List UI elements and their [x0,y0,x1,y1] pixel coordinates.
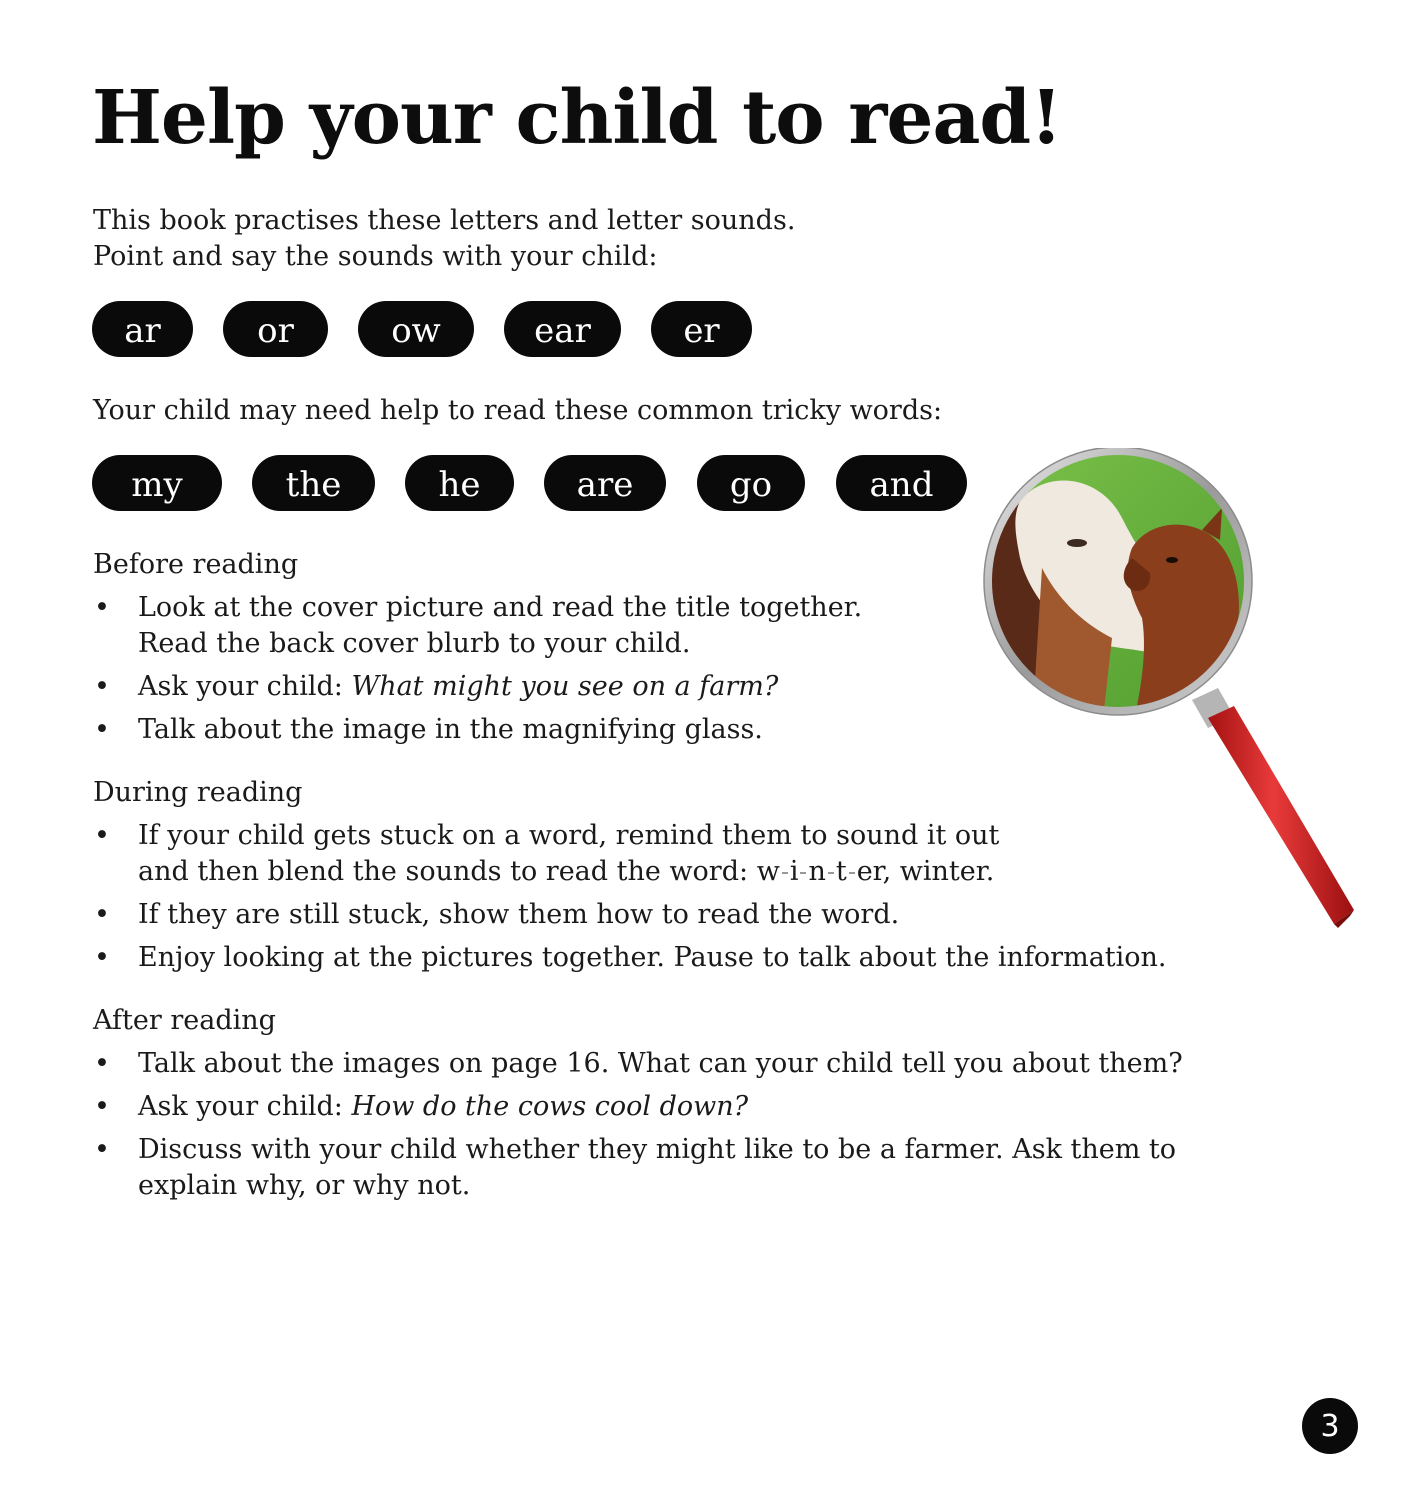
blend-dash-icon [828,872,834,874]
bullet-icon: • [94,820,110,851]
blend-w: w [756,856,780,887]
tricky-word-pill: he [405,455,514,511]
blend-t: t [835,856,847,887]
page-title: Help your child to read! [92,75,1062,161]
bullet-icon: • [94,1134,110,1165]
tricky-words-intro: Your child may need help to read these common tricky words: [93,395,943,426]
blend-i: i [789,856,799,887]
bullet-icon: • [94,671,110,702]
list-item: • Talk about the image in the magnifying glass. [93,712,973,748]
list-item: • If your child gets stuck on a word, remind them to sound it out and then blend the sounds to read the word: w i n t er, winter. [94,820,1000,887]
during-reading-heading: During reading [93,777,303,808]
blend-n: n [808,856,826,887]
letter-sounds-row [92,301,792,357]
list-item: • Ask your child: How do the cows cool down? [93,1089,1323,1125]
intro-line-2: Point and say the sounds with your child: [93,241,658,272]
blend-er: er [856,856,883,887]
bullet-icon: • [94,942,110,973]
sound-pill: ar [92,301,193,357]
list-item: • Look at the cover picture and read the title together. Read the back cover blurb to your child. [94,592,863,659]
tricky-word-pill: my [92,455,222,511]
intro-line-1: This book practises these letters and letter sounds. [93,205,796,236]
tricky-word-pill: are [544,455,666,511]
bullet-icon: • [94,1048,110,1079]
tricky-word-pill: the [252,455,375,511]
list-item: • Talk about the images on page 16. What can your child tell you about them? [93,1046,1323,1082]
list-item: • If they are still stuck, show them how to read the word. [93,897,1323,933]
blend-dash-icon [800,872,806,874]
list-item: • Enjoy looking at the pictures together. Pause to talk about the information. [93,940,1323,976]
sound-pill: ear [504,301,621,357]
before-reading-heading: Before reading [93,549,299,580]
blend-dash-icon [849,872,855,874]
before-reading-list [93,590,973,755]
sound-pill: ow [358,301,474,357]
list-item: • Ask your child: What might you see on a farm? [93,669,973,705]
blend-dash-icon [782,872,788,874]
sound-pill: or [223,301,328,357]
page-number-badge: 3 [1302,1398,1358,1454]
bullet-icon: • [94,899,110,930]
bullet-icon: • [94,592,110,623]
sound-pill: er [651,301,752,357]
intro-text [93,203,795,275]
tricky-word-pill: and [836,455,967,511]
magnifier-handle [1192,688,1354,928]
tricky-word-pill: go [697,455,805,511]
tricky-words-row [92,455,972,511]
bullet-icon: • [94,714,110,745]
bullet-icon: • [94,1091,110,1122]
after-reading-list [93,1046,1323,1211]
list-item: • Discuss with your child whether they might like to be a farmer. Ask them to explain why, or why not. [94,1134,1177,1201]
after-reading-heading: After reading [93,1005,276,1036]
magnifying-glass-icon [982,448,1362,938]
